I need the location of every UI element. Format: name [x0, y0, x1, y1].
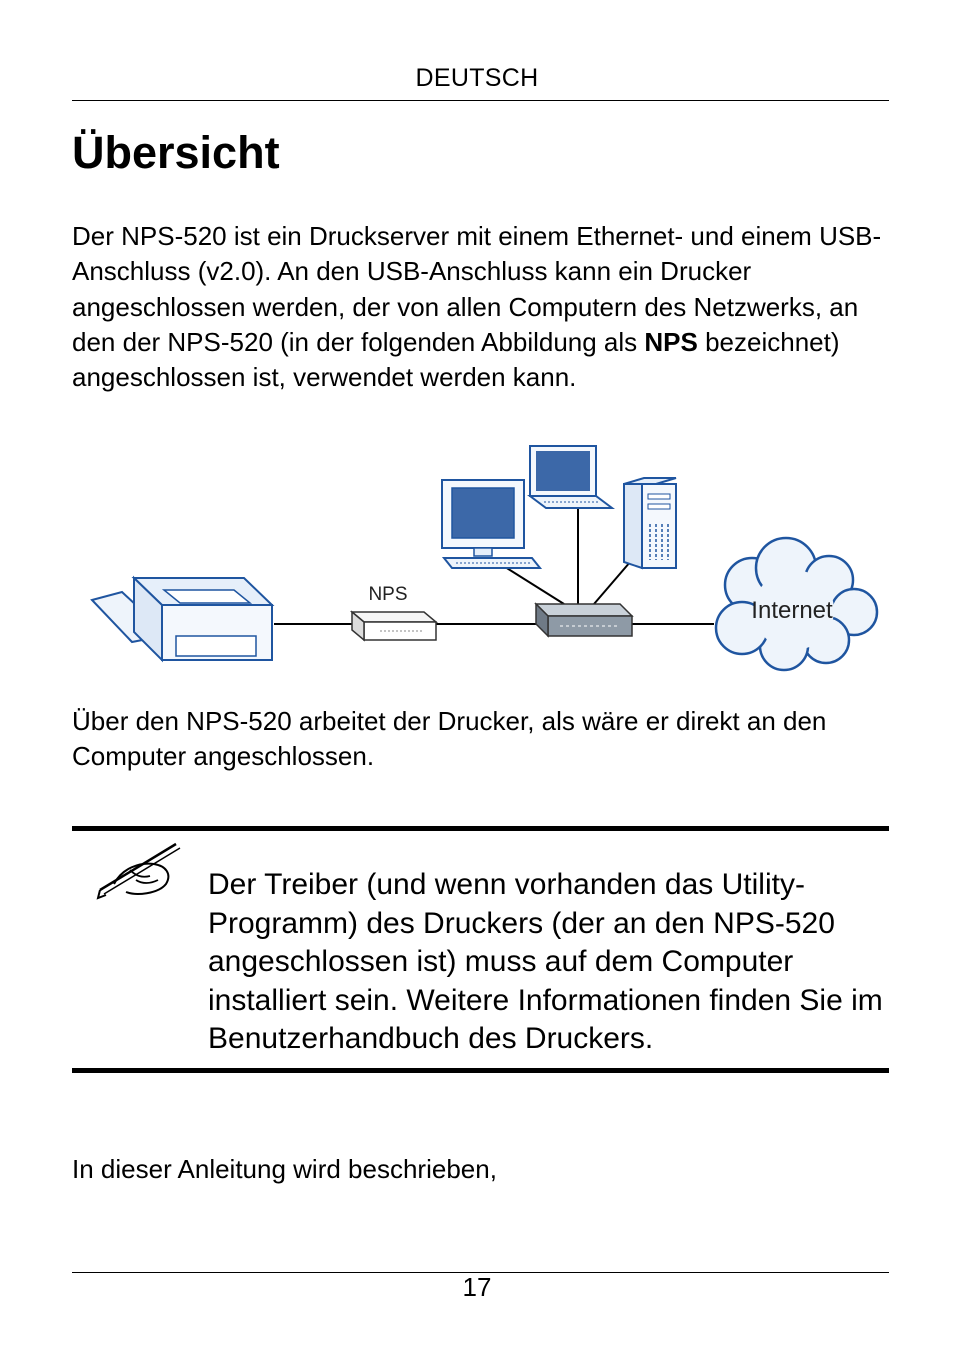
note-bottom-rule [72, 1068, 889, 1073]
intro-text-1: Der NPS-520 ist ein Druckserver mit einem Ethernet- und einem USB-Anschluss (v2.0). An den USB-Anschluss kann ein Drucker angeschlossen werden, der von allen Computern des Netzwerks, an den der NPS-520 (in der folgenden Abbildung als [72, 221, 882, 357]
printer-icon [92, 578, 272, 660]
running-header: DEUTSCH [415, 64, 539, 92]
after-diagram-paragraph: Über den NPS-520 arbeitet der Drucker, als wäre er direkt an den Computer angeschlossen. [72, 706, 827, 772]
nps-device-icon [352, 612, 436, 640]
closing-paragraph: In dieser Anleitung wird beschrieben, [72, 1154, 497, 1184]
laptop-icon [530, 446, 612, 508]
tower-computer-icon [624, 478, 676, 568]
internet-label: Internet [751, 597, 833, 624]
intro-bold-term: NPS [644, 326, 698, 357]
page-number: 17 [462, 1272, 492, 1302]
note-top-rule [72, 826, 889, 831]
header-rule [72, 100, 889, 101]
nps-label: NPS [368, 584, 408, 605]
switch-icon [536, 604, 632, 636]
intro-text-2: bezeichnet) angeschlossen ist, verwendet werden kann. [72, 326, 840, 393]
hand-writing-icon [96, 840, 184, 900]
intro-paragraph [72, 219, 892, 395]
note-text: Der Treiber (und wenn vorhanden das Utility-Programm) des Druckers (der an den NPS-520 angeschlossen ist) muss auf dem Computer installiert sein. Weitere Informationen finden Sie im Benutzerhandbuch des Druckers. [208, 868, 883, 1055]
network-diagram [84, 440, 884, 672]
desktop-computer-icon [442, 480, 540, 568]
page-title: Übersicht [72, 127, 280, 178]
